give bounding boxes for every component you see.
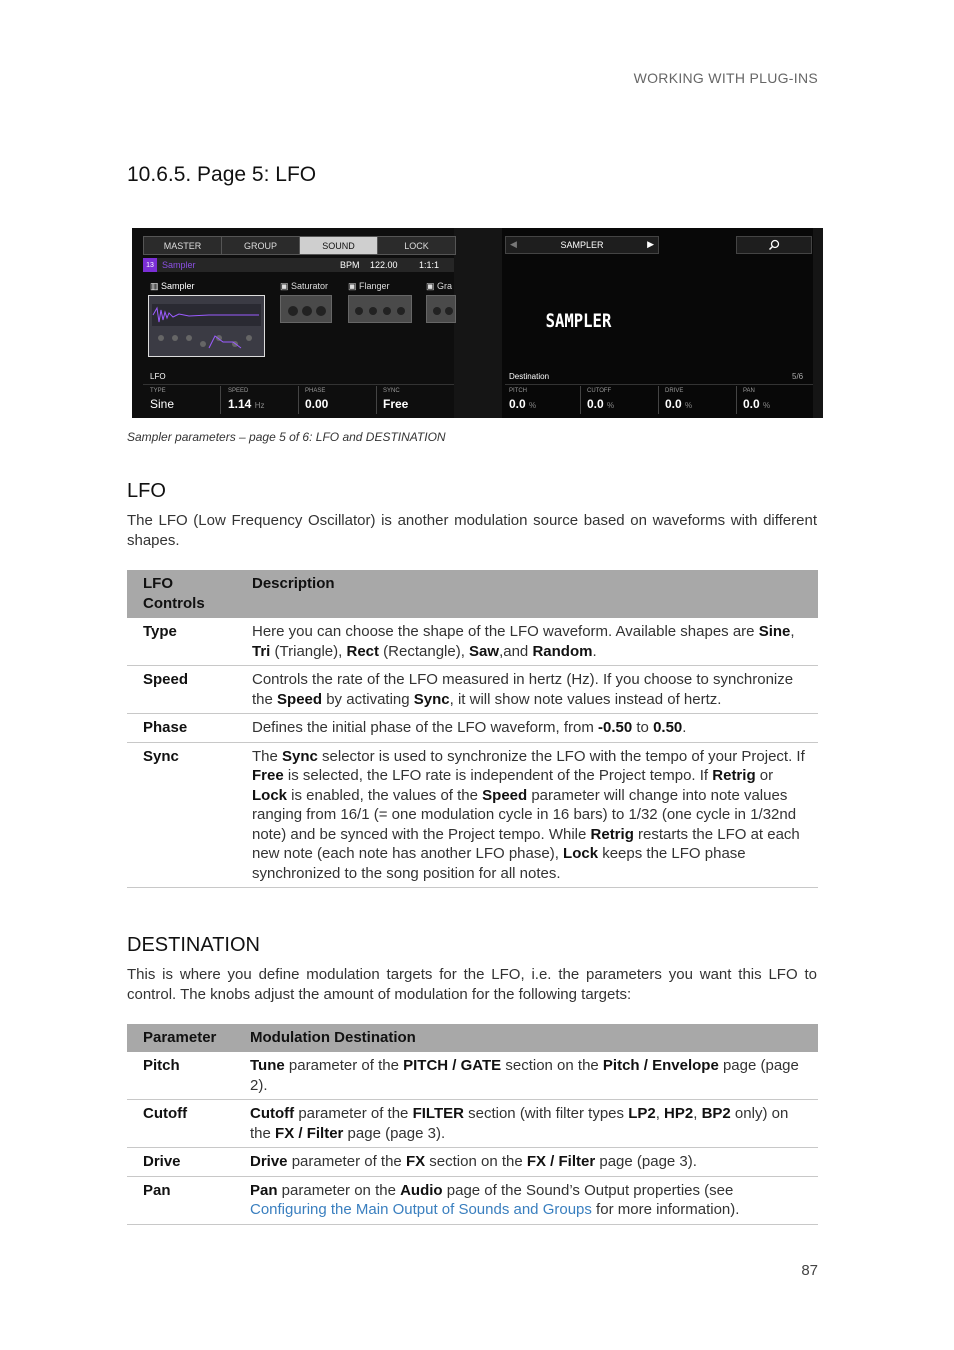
bold-term: PITCH / GATE <box>403 1057 502 1074</box>
table-header-row <box>127 1024 818 1052</box>
row-key: Phase <box>127 714 236 743</box>
arrow-right-icon[interactable]: ▶ <box>647 239 654 249</box>
text-run: Controls the rate of the LFO measured in hertz (Hz). If you choose to synchronize the <box>252 671 794 708</box>
text-run: parameter of the <box>284 1057 404 1074</box>
row-key: Cutoff <box>127 1100 234 1148</box>
text-run: The <box>252 747 283 765</box>
bold-term: Tri <box>252 642 271 660</box>
param-unit: % <box>685 401 693 410</box>
figure-caption: Sampler parameters – page 5 of 6: LFO and DESTINATION <box>127 430 446 444</box>
row-description <box>234 1148 818 1177</box>
row-key: Pan <box>127 1176 234 1224</box>
bold-term: Saw <box>469 642 500 660</box>
sampler-thumbnail <box>148 295 265 357</box>
param-value-cutoff[interactable] <box>587 397 614 411</box>
row-key: Speed <box>127 666 236 714</box>
destination-heading: DESTINATION <box>127 934 260 956</box>
param-unit: Hz <box>254 401 265 410</box>
left-params-divider <box>143 384 454 385</box>
flanger-thumbnail <box>348 295 412 323</box>
param-label-speed: SPEED <box>228 388 249 394</box>
plugin-name: Gra <box>437 281 453 291</box>
lfo-heading: LFO <box>127 480 166 502</box>
text-run: page of the Sound’s Output properties (see <box>442 1181 734 1199</box>
fx-icon: ▣ <box>426 281 438 291</box>
text-run: section on the <box>501 1057 603 1074</box>
fx-icon: ▣ <box>348 281 360 291</box>
text-run: . <box>592 642 597 660</box>
param-value-type[interactable]: Sine <box>150 397 175 411</box>
slot-number-badge: 13 <box>143 258 157 272</box>
bold-term: FILTER <box>412 1105 464 1122</box>
row-description <box>236 666 818 714</box>
param-label-phase: PHASE <box>305 388 326 394</box>
bold-term: FX / Filter <box>275 1124 344 1142</box>
param-value-sync[interactable]: Free <box>383 397 409 411</box>
param-value: 0.0 <box>587 397 604 411</box>
bold-term: Audio <box>400 1181 443 1199</box>
text-run: page (page 3). <box>343 1124 446 1142</box>
row-key: Drive <box>127 1148 234 1177</box>
lfo-controls-table <box>127 570 818 888</box>
param-value: 1.14 <box>228 397 252 411</box>
param-value-speed[interactable] <box>228 397 264 411</box>
table-row <box>127 1052 818 1100</box>
text-run: section on the <box>425 1153 527 1170</box>
saturator-thumbnail <box>280 295 332 323</box>
bold-term: Retrig <box>712 767 756 784</box>
row-description <box>236 618 818 666</box>
text-run: page (page 2). <box>250 1057 799 1094</box>
text-run: ,and <box>499 642 533 660</box>
group-tab-bar <box>143 236 456 255</box>
bold-term: Pan <box>250 1181 278 1199</box>
param-value-pan[interactable] <box>743 397 770 411</box>
param-value: 0.0 <box>509 397 526 411</box>
table-row <box>127 1100 818 1148</box>
plugin-slot-grain[interactable] <box>426 281 452 292</box>
bold-term: BP2 <box>701 1105 731 1122</box>
table-header-row <box>127 570 818 618</box>
text-run: for more information). <box>591 1201 740 1218</box>
param-separator <box>580 386 581 414</box>
left-page-label: LFO <box>150 372 166 381</box>
row-description <box>236 714 818 743</box>
param-unit: % <box>763 401 771 410</box>
search-button[interactable] <box>736 236 812 254</box>
piano-icon: ▥ <box>150 281 162 291</box>
row-description <box>234 1100 818 1148</box>
browser-title-bar[interactable] <box>505 236 659 254</box>
plugin-slot-saturator[interactable] <box>280 281 328 292</box>
text-run: , it will show note values instead of hertz. <box>449 690 722 708</box>
column-header: Parameter <box>127 1024 234 1052</box>
plugin-big-title: SAMPLER <box>545 310 612 332</box>
column-header: Modulation Destination <box>234 1024 818 1052</box>
row-key: Pitch <box>127 1052 234 1100</box>
param-separator <box>220 386 221 414</box>
bold-term: 0.50 <box>653 719 683 736</box>
bold-term: Free <box>252 767 284 784</box>
bold-term: FX <box>405 1153 426 1170</box>
page-number: 87 <box>801 1262 818 1279</box>
bpm-label: BPM <box>340 260 360 270</box>
browser-title: SAMPLER <box>560 240 604 250</box>
text-run: , <box>790 623 795 640</box>
text-run: only) on the <box>250 1105 789 1142</box>
text-run: parameter on the <box>277 1181 401 1199</box>
bold-term: Tune <box>250 1057 285 1074</box>
fx-icon: ▣ <box>280 281 292 291</box>
bold-term: -0.50 <box>598 719 633 736</box>
text-run: Here you can choose the shape of the LFO waveform. Available shapes are <box>252 623 759 640</box>
table-row <box>127 618 818 666</box>
table-row <box>127 1176 818 1224</box>
param-label-drive: DRIVE <box>665 388 684 394</box>
text-run: (Rectangle), <box>379 642 470 660</box>
text-run: selector is used to synchronize the LFO with the tempo of your Project. If <box>317 747 805 765</box>
bold-term: Speed <box>277 690 323 708</box>
text-run: is enabled, the values of the <box>287 786 483 804</box>
text-run: to <box>632 719 654 736</box>
song-position: 1:1:1 <box>419 260 440 270</box>
sampler-waveform-graphic <box>149 296 264 356</box>
bold-term: FX / Filter <box>526 1153 596 1170</box>
text-run: parameter of the <box>287 1153 406 1170</box>
text-run: (Triangle), <box>270 642 347 660</box>
text-run: keeps the LFO phase synchronized to the song position for all notes. <box>252 845 746 882</box>
table-row <box>127 742 818 888</box>
destination-intro: This is where you define modulation targets for the LFO, i.e. the parameters you want this LFO to control. The knobs adjust the amount of modulation for the following targets: <box>127 966 817 1003</box>
bold-term: Pitch / Envelope <box>602 1057 719 1074</box>
text-run: by activating <box>322 690 414 708</box>
text-run: . <box>682 719 687 736</box>
destination-table <box>127 1024 818 1225</box>
bold-term: Random <box>532 642 593 660</box>
row-key: Sync <box>127 742 236 888</box>
search-icon <box>737 237 811 253</box>
right-page-index: 5/6 <box>792 372 804 381</box>
plugin-slot-flanger[interactable] <box>348 281 390 292</box>
param-label-cutoff: CUTOFF <box>587 388 612 394</box>
plugin-slot-sampler[interactable] <box>150 281 195 292</box>
bold-term: Rect <box>346 642 379 660</box>
param-label-pan: PAN <box>743 388 755 394</box>
param-label-type: TYPE <box>150 388 166 394</box>
param-value-phase[interactable]: 0.00 <box>305 397 329 411</box>
plugin-name: Sampler <box>161 281 195 291</box>
bold-term: HP2 <box>664 1105 694 1122</box>
text-run: Defines the initial phase of the LFO waveform, from <box>252 719 598 736</box>
text-run: parameter will change into note values ranging from 16/1 (= one modulation cycle in 16 bars) to 1/32 (one cycle in 1/32nd note) and be synced with the Project tempo. While <box>252 786 797 843</box>
param-label-sync: SYNC <box>383 388 400 394</box>
param-separator <box>298 386 299 414</box>
param-value: 0.0 <box>743 397 760 411</box>
table-row <box>127 1148 818 1177</box>
text-run: page (page 3). <box>595 1153 697 1170</box>
text-run: is selected, the LFO rate is independent of the Project tempo. If <box>283 767 713 784</box>
bold-term: Drive <box>250 1153 288 1170</box>
text-run: , <box>693 1105 702 1122</box>
param-unit: % <box>607 401 615 410</box>
lfo-table-body <box>127 618 818 888</box>
running-head: WORKING WITH PLUG-INS <box>633 70 818 86</box>
param-separator <box>658 386 659 414</box>
param-separator <box>736 386 737 414</box>
row-description <box>234 1176 818 1224</box>
param-value: 0.0 <box>665 397 682 411</box>
lfo-intro: The LFO (Low Frequency Oscillator) is another modulation source based on waveforms with different shapes. <box>127 512 817 549</box>
row-key: Type <box>127 618 236 666</box>
param-value-drive[interactable] <box>665 397 692 411</box>
param-value-pitch[interactable] <box>509 397 536 411</box>
column-header: Description <box>236 570 818 618</box>
bold-term: Speed <box>482 786 528 804</box>
section-title: 10.6.5. Page 5: LFO <box>127 163 317 186</box>
row-description <box>234 1052 818 1100</box>
bold-term: Sync <box>413 690 450 708</box>
sampler-screenshot <box>132 228 823 418</box>
row-description <box>236 742 818 888</box>
bold-term: Retrig <box>590 825 634 843</box>
param-separator <box>376 386 377 414</box>
bold-term: Lock <box>563 845 599 862</box>
arrow-left-icon[interactable]: ◀ <box>510 239 517 249</box>
plugin-name: Saturator <box>291 281 329 291</box>
bold-term: Sync <box>282 747 318 765</box>
param-unit: % <box>529 401 537 410</box>
bold-term: Sine <box>758 623 791 640</box>
param-label-pitch: PITCH <box>509 388 527 394</box>
table-row <box>127 666 818 714</box>
left-display <box>132 228 454 418</box>
text-run: section (with filter types <box>463 1105 629 1122</box>
text-run: restarts the LFO at each new note (each note has another LFO phase), <box>252 825 800 862</box>
grain-thumbnail <box>426 295 456 323</box>
tab-group[interactable]: GROUP <box>222 237 300 254</box>
text-run: parameter of the <box>294 1105 413 1122</box>
bpm-value: 122.00 <box>370 260 398 270</box>
cross-reference-link[interactable]: Configuring the Main Output of Sounds and Groups <box>250 1201 592 1218</box>
tab-sound[interactable]: SOUND <box>300 237 378 254</box>
column-header: LFO Controls <box>127 570 236 618</box>
tab-lock[interactable]: LOCK <box>404 240 429 251</box>
slot-name: Sampler <box>162 260 196 270</box>
destination-table-body <box>127 1052 818 1224</box>
bold-term: LP2 <box>628 1105 656 1122</box>
bold-term: Lock <box>252 786 288 804</box>
tab-master[interactable]: MASTER <box>144 237 222 254</box>
plugin-name: Flanger <box>359 281 390 291</box>
right-display <box>502 228 813 418</box>
bold-term: Cutoff <box>250 1105 295 1122</box>
text-run: or <box>755 767 774 784</box>
right-page-label: Destination <box>509 372 550 381</box>
table-row <box>127 714 818 743</box>
text-run: , <box>655 1105 665 1122</box>
right-params-divider <box>505 384 813 385</box>
